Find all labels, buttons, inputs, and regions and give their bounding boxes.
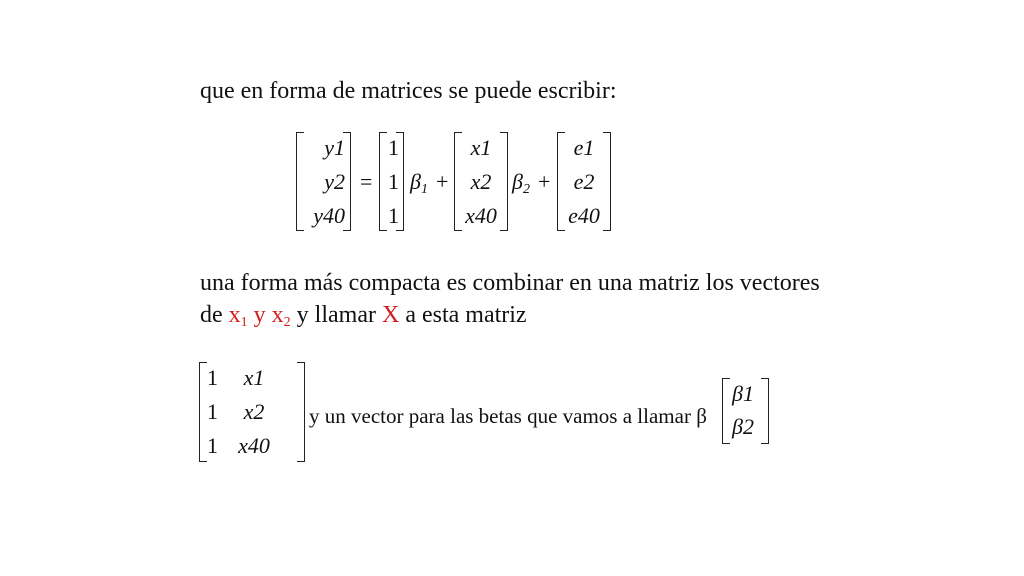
x-entry: x2 xyxy=(470,169,492,194)
vector-text: y un vector para las betas que vamos a llamar β xyxy=(309,404,707,428)
y-entry: y40 xyxy=(313,203,345,228)
matrix-cell: 1 xyxy=(207,399,218,424)
plus-sign: + xyxy=(436,169,449,194)
beta-symbol: β xyxy=(410,169,421,194)
matrix-cell: 1 xyxy=(207,433,218,458)
y-entry: y1 xyxy=(324,135,345,160)
compact-text-line1: una forma más compacta es combinar en una matriz los vectores xyxy=(200,270,820,296)
equals-sign: = xyxy=(360,169,373,194)
x2-subscript: 2 xyxy=(283,315,291,330)
ones-entry: 1 xyxy=(388,203,399,228)
x-entry: x1 xyxy=(470,135,492,160)
bracket-left xyxy=(379,132,387,231)
text-tail: a esta matriz xyxy=(399,302,527,328)
beta-entry: β2 xyxy=(732,414,754,439)
beta2-symbol xyxy=(512,169,530,195)
beta1-symbol xyxy=(410,169,428,195)
intro-text: que en forma de matrices se puede escribir: xyxy=(200,78,617,104)
e-entry: e1 xyxy=(573,135,595,160)
x1-subscript: 1 xyxy=(240,315,248,330)
text-llamar: y llamar xyxy=(290,302,382,328)
beta-entry: β1 xyxy=(732,381,754,406)
bracket-right xyxy=(297,362,305,462)
e-entry: e2 xyxy=(573,169,595,194)
text-de: de xyxy=(200,302,229,328)
matrix-cell: x2 xyxy=(243,399,265,424)
matrix-cell: x40 xyxy=(238,433,270,458)
x2-letter: x xyxy=(271,302,284,328)
beta-symbol: β xyxy=(512,169,523,194)
x2-label xyxy=(272,302,291,328)
ones-entry: 1 xyxy=(388,169,399,194)
x-entry: x40 xyxy=(465,203,497,228)
matrix-cell: 1 xyxy=(207,365,218,390)
plus-sign: + xyxy=(538,169,551,194)
compact-text-line2 xyxy=(200,300,527,331)
ones-entry: 1 xyxy=(388,135,399,160)
text-y: y xyxy=(247,302,272,328)
y-entry: y2 xyxy=(324,169,345,194)
e-entry: e40 xyxy=(568,203,600,228)
x1-letter: x xyxy=(228,302,241,328)
bracket-left xyxy=(722,378,730,444)
matrix-cell: x1 xyxy=(243,365,265,390)
matrix-X-label: X xyxy=(381,302,400,328)
beta-subscript: 2 xyxy=(522,182,530,197)
x1-label xyxy=(229,302,248,328)
beta-subscript: 1 xyxy=(420,182,428,197)
bracket-right xyxy=(761,378,769,444)
bracket-left xyxy=(199,362,207,462)
